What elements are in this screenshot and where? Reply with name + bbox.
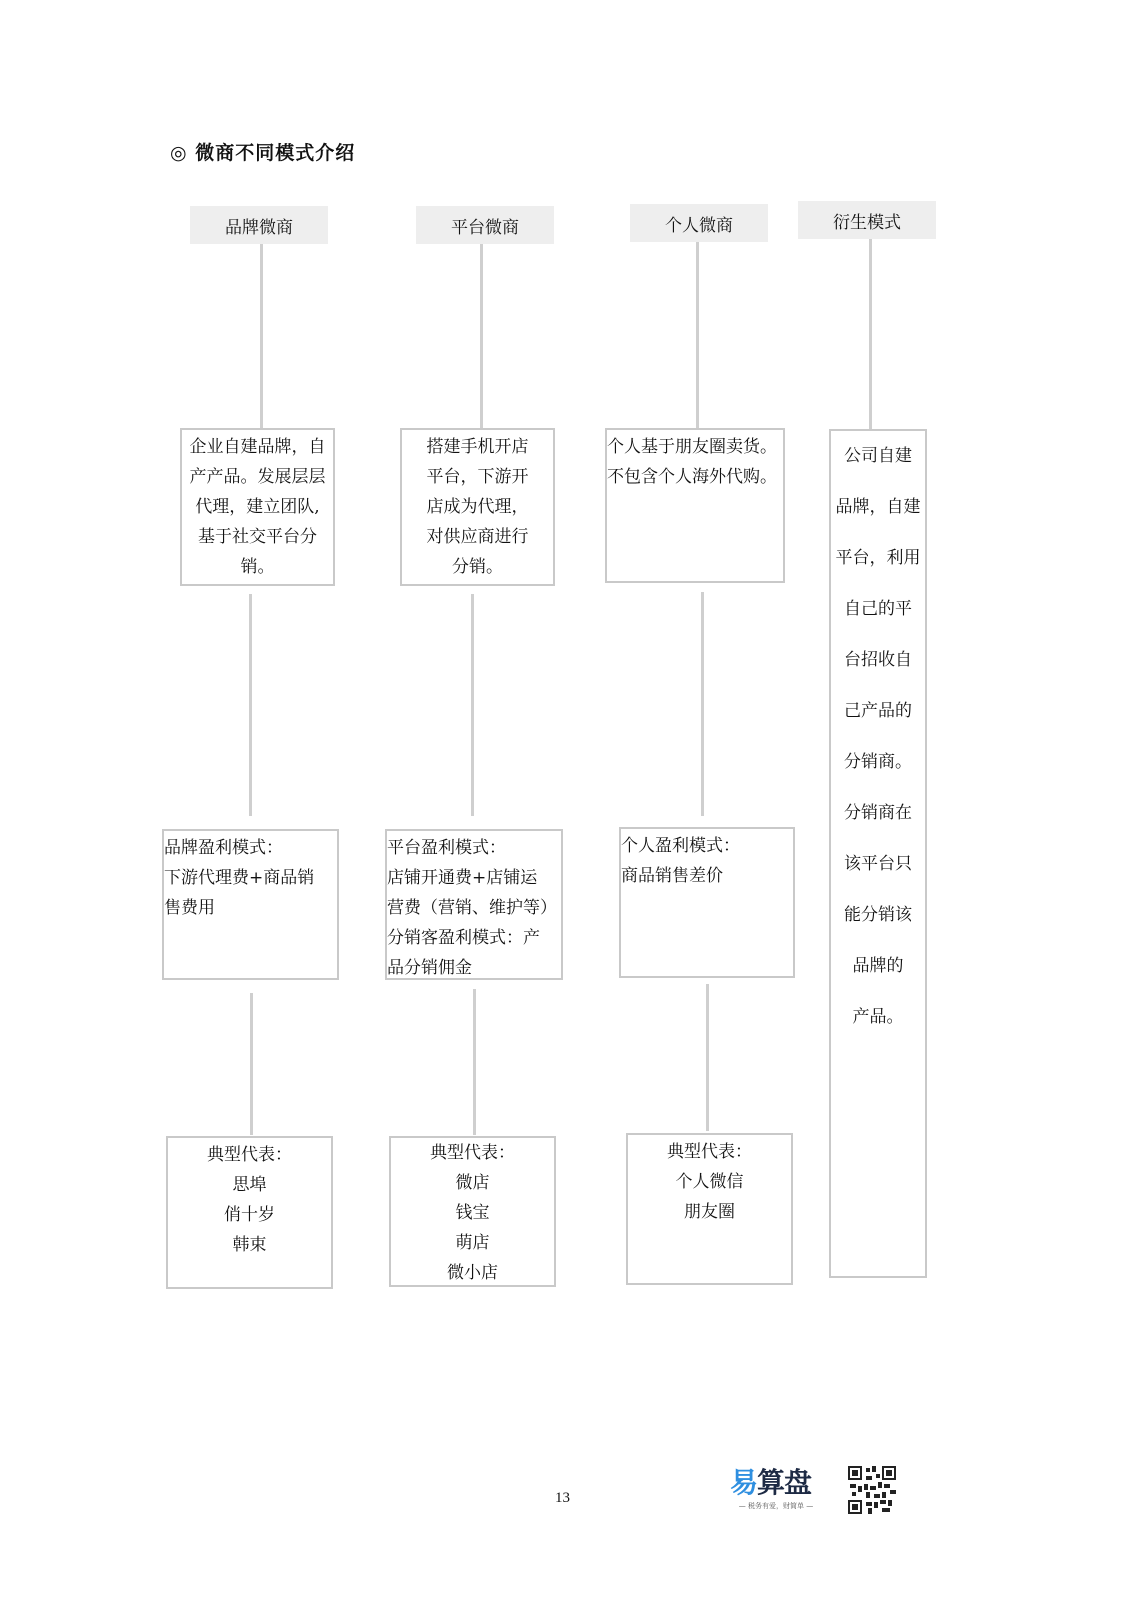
text-line: 朋友圈 xyxy=(684,1202,735,1222)
description-box-brand xyxy=(180,428,335,586)
text-line: 销。 xyxy=(240,557,275,577)
text-line: 代理，建立团队, xyxy=(195,497,320,517)
brand-logo xyxy=(730,1468,822,1516)
text-line: 搭建手机开店 xyxy=(426,437,529,457)
text-line: 微小店 xyxy=(447,1263,498,1283)
text-line: 店成为代理， xyxy=(426,497,529,517)
logo-text-b: 算盘 xyxy=(757,1466,812,1499)
connector-line xyxy=(473,989,476,1135)
header-personal-weishang: 个人微商 xyxy=(630,204,768,242)
header-platform-weishang: 平台微商 xyxy=(416,206,554,244)
text-line: 分销商。 xyxy=(844,752,912,772)
profit-box-brand xyxy=(162,829,339,980)
text-line: 个人基于朋友圈卖货。 xyxy=(607,437,777,457)
examples-box-personal xyxy=(626,1133,793,1285)
text-line: 品牌的 xyxy=(852,956,904,976)
text-line: 该平台只 xyxy=(844,854,912,874)
connector-line xyxy=(250,993,253,1135)
text-line: 商品销售差价 xyxy=(621,866,723,886)
text-line: 产产品。发展层层 xyxy=(189,467,326,487)
text-line: 不包含个人海外代购。 xyxy=(607,467,777,487)
text-line: 典型代表： xyxy=(207,1145,292,1165)
text-line: 个人盈利模式： xyxy=(621,836,740,856)
text-line: 俏十岁 xyxy=(224,1205,275,1225)
text-line: 品分销佣金 xyxy=(387,958,472,978)
text-line: 典型代表： xyxy=(667,1142,752,1162)
connector-line xyxy=(869,239,872,429)
section-title: ◎ 微商不同模式介绍 xyxy=(170,142,356,164)
text-line: 萌店 xyxy=(455,1233,490,1253)
text-line: 产品。 xyxy=(852,1007,904,1027)
logo-tagline: — 税务有爱，财简单 — xyxy=(738,1502,814,1510)
connector-line xyxy=(480,244,483,428)
text-line: 公司自建 xyxy=(844,446,912,466)
text-line: 微店 xyxy=(455,1173,490,1193)
description-box-personal xyxy=(605,428,785,583)
text-line: 能分销该 xyxy=(844,905,912,925)
text-line: 平台，下游开 xyxy=(426,467,529,487)
qr-code-icon xyxy=(848,1466,896,1514)
text-line: 分销客盈利模式：产 xyxy=(387,928,540,948)
text-line: 品牌盈利模式： xyxy=(164,838,283,858)
page-number: 13 xyxy=(555,1490,570,1506)
text-line: 思埠 xyxy=(232,1175,267,1195)
text-line: 钱宝 xyxy=(455,1203,490,1223)
header-brand-weishang: 品牌微商 xyxy=(190,206,328,244)
text-line: 对供应商进行 xyxy=(426,527,529,547)
description-box-derived xyxy=(829,429,927,1278)
connector-line xyxy=(701,592,704,816)
text-line: 品牌，自建 xyxy=(835,497,921,517)
text-line: 自己的平 xyxy=(844,599,912,619)
text-line: 企业自建品牌，自 xyxy=(189,437,326,457)
profit-box-personal xyxy=(619,827,795,978)
text-line: 韩束 xyxy=(232,1235,267,1255)
text-line: 售费用 xyxy=(164,898,215,918)
text-line: 平台，利用 xyxy=(835,548,921,568)
text-line: 个人微信 xyxy=(675,1172,744,1192)
text-line: 营费（营销、维护等） xyxy=(387,898,557,918)
header-derived-mode: 衍生模式 xyxy=(798,201,936,239)
profit-box-platform xyxy=(385,829,563,980)
logo-text-a: 易 xyxy=(730,1466,758,1499)
text-line: 分销商在 xyxy=(844,803,912,823)
connector-line xyxy=(471,594,474,816)
logo-wordmark xyxy=(730,1468,822,1498)
connector-line xyxy=(249,594,252,816)
text-line: 分销。 xyxy=(452,557,503,577)
text-line: 台招收自 xyxy=(844,650,912,670)
connector-line xyxy=(260,244,263,428)
examples-box-brand xyxy=(166,1136,333,1289)
connector-line xyxy=(696,242,699,428)
text-line: 店铺开通费+店铺运 xyxy=(387,868,538,888)
text-line: 典型代表： xyxy=(430,1143,515,1163)
text-line: 基于社交平台分 xyxy=(198,527,317,547)
text-line: 平台盈利模式： xyxy=(387,838,506,858)
connector-line xyxy=(706,984,709,1131)
description-box-platform xyxy=(400,428,555,586)
text-line: 下游代理费+商品销 xyxy=(164,868,315,888)
examples-box-platform xyxy=(389,1136,556,1287)
text-line: 己产品的 xyxy=(844,701,912,721)
